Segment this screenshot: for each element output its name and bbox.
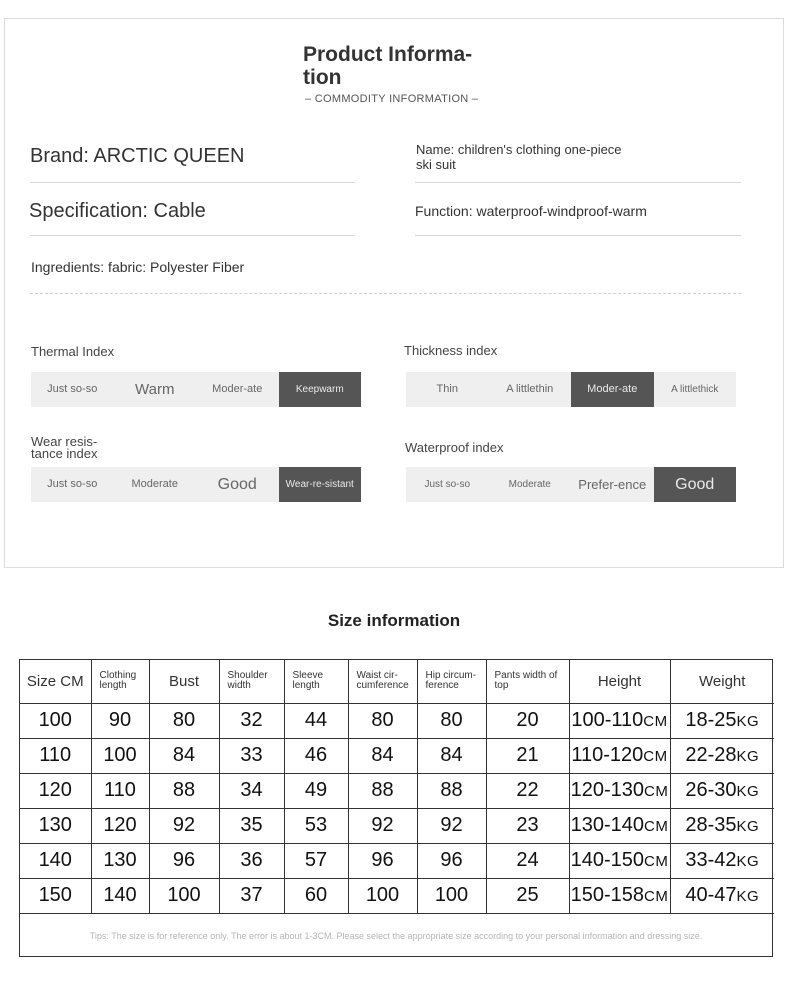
thickness-option-2	[489, 372, 572, 407]
table-cell	[284, 703, 348, 738]
size-table	[19, 659, 773, 957]
table-cell	[569, 878, 670, 913]
cell-value: 35	[240, 814, 263, 836]
header-text: Weight	[699, 672, 746, 690]
title-line-2: tion	[303, 66, 342, 89]
cell-value: 110	[39, 744, 72, 766]
weight-unit: KG	[736, 783, 760, 800]
option-text: Wear-re-	[285, 479, 325, 490]
table-cell	[670, 808, 774, 843]
specification-field: Specification: Cable	[29, 200, 206, 222]
option-text: Just so-	[47, 383, 86, 395]
wear-option-4	[279, 467, 362, 502]
cell-value: 120	[38, 779, 72, 801]
table-cell	[284, 843, 348, 878]
option-text: Keep	[295, 384, 320, 395]
size-table-grid	[20, 660, 774, 914]
size-tips: Tips: The size is for reference only. The error is about 1-3CM. Please select the appropriate size according to your personal information and dressing size.	[89, 931, 703, 941]
table-cell	[219, 703, 284, 738]
height-unit: CM	[644, 853, 669, 870]
cell-value: 140	[38, 849, 72, 871]
table-row	[20, 773, 774, 808]
cell-value: 84	[371, 744, 394, 766]
table-cell	[486, 808, 569, 843]
table-cell	[20, 703, 91, 738]
cell-value: 88	[172, 779, 196, 801]
cell-value: 57	[304, 849, 328, 871]
header-text: Sleeve	[292, 670, 324, 682]
cell-value: 100	[103, 744, 137, 766]
table-cell	[149, 738, 219, 773]
option-text: thin	[535, 383, 554, 395]
cell-value: 140	[103, 884, 137, 906]
table-cell	[219, 808, 284, 843]
table-cell	[219, 843, 284, 878]
header-text: top	[494, 680, 509, 692]
cell-value: 46	[304, 744, 328, 766]
table-cell	[417, 808, 486, 843]
option-text: ate	[247, 383, 263, 395]
cell-value: 53	[304, 814, 328, 836]
table-cell	[91, 808, 149, 843]
table-cell	[20, 878, 91, 913]
cell-value: 120-130	[570, 779, 645, 801]
size-information-title: Size information	[327, 611, 461, 630]
wear-option-3	[196, 467, 279, 502]
table-cell	[219, 738, 284, 773]
table-cell	[284, 878, 348, 913]
cell-value: 100	[365, 884, 400, 906]
size-table-header-cell	[486, 660, 569, 703]
table-cell	[91, 878, 149, 913]
cell-value: 80	[440, 709, 463, 731]
table-cell	[417, 703, 486, 738]
size-table-header-cell	[284, 660, 348, 703]
table-cell	[20, 738, 91, 773]
table-cell	[348, 808, 417, 843]
table-cell	[219, 773, 284, 808]
divider	[415, 182, 741, 183]
name-line-1: Name: children's clothing one-piece	[416, 142, 622, 157]
waterproof-option-3	[571, 467, 654, 502]
table-cell	[91, 703, 149, 738]
header-text: ference	[425, 680, 459, 692]
table-cell	[417, 878, 486, 913]
table-row	[20, 703, 774, 738]
product-information-card	[4, 18, 784, 568]
table-cell	[670, 738, 774, 773]
table-cell	[219, 878, 284, 913]
table-cell	[91, 843, 149, 878]
cell-value: 130	[38, 814, 72, 836]
option-text: A little	[506, 383, 536, 395]
cell-value: 100-110	[571, 709, 644, 731]
option-text: Just so-	[47, 478, 86, 490]
height-unit: CM	[643, 748, 668, 765]
thermal-index-label: Thermal Index	[31, 344, 115, 359]
wear-resistance-index-scale	[31, 467, 361, 502]
table-cell	[486, 738, 569, 773]
thermal-option-3	[196, 372, 279, 407]
cell-value: 40-47	[685, 884, 737, 906]
cell-value: 88	[371, 779, 394, 801]
table-cell	[670, 703, 774, 738]
table-cell	[348, 878, 417, 913]
cell-value: 96	[172, 849, 196, 871]
option-text: Moder-	[587, 383, 623, 395]
wear-label-line-2: tance index	[31, 446, 98, 461]
table-cell	[569, 808, 670, 843]
size-table-header-cell	[149, 660, 219, 703]
waterproof-option-2	[489, 467, 572, 502]
cell-value: 60	[304, 884, 328, 906]
table-cell	[670, 878, 774, 913]
size-table-header-cell	[569, 660, 670, 703]
wear-resistance-index-label	[31, 436, 98, 460]
table-cell	[91, 773, 149, 808]
option-text: so	[459, 479, 471, 490]
table-cell	[569, 773, 670, 808]
table-row	[20, 808, 774, 843]
thickness-index-label: Thickness index	[404, 343, 498, 358]
cell-value: 150	[38, 884, 72, 906]
option-text: ate	[622, 383, 638, 395]
cell-value: 34	[240, 779, 263, 801]
table-cell	[20, 843, 91, 878]
option-text: so	[85, 478, 98, 490]
cell-value: 33	[240, 744, 263, 766]
header-text: cumference	[356, 680, 409, 692]
cell-value: 32	[240, 709, 263, 731]
cell-value: 18-25	[685, 709, 737, 731]
option-text: Good	[217, 476, 257, 493]
weight-unit: KG	[736, 818, 760, 835]
table-cell	[486, 773, 569, 808]
cell-value: 100	[38, 709, 72, 731]
table-cell	[348, 703, 417, 738]
table-cell	[149, 878, 219, 913]
table-cell	[20, 773, 91, 808]
weight-unit: KG	[736, 853, 760, 870]
header-text: length	[292, 680, 320, 692]
table-cell	[91, 738, 149, 773]
cell-value: 22	[516, 779, 539, 801]
cell-value: 26-30	[685, 779, 737, 801]
cell-value: 92	[440, 814, 463, 836]
cell-value: 33-42	[685, 849, 737, 871]
size-table-header-row	[20, 660, 774, 703]
size-table-header-cell	[91, 660, 149, 703]
cell-value: 140-150	[570, 849, 645, 871]
product-info-title	[303, 43, 483, 89]
cell-value: 92	[371, 814, 394, 836]
option-text: Warm	[135, 381, 175, 398]
cell-value: 84	[440, 744, 463, 766]
divider	[415, 235, 741, 236]
divider	[30, 182, 355, 183]
height-unit: CM	[644, 888, 669, 905]
table-cell	[569, 843, 670, 878]
function-field: Function: waterproof-windproof-warm	[415, 203, 647, 219]
option-text: so	[85, 383, 98, 395]
table-cell	[348, 738, 417, 773]
cell-value: 96	[371, 849, 394, 871]
cell-value: 130-140	[570, 814, 645, 836]
thickness-option-4	[654, 372, 737, 407]
table-row	[20, 738, 774, 773]
table-cell	[348, 773, 417, 808]
cell-value: 92	[172, 814, 196, 836]
weight-unit: KG	[736, 888, 760, 905]
name-line-2: ski suit	[416, 157, 456, 172]
size-table-header-cell	[219, 660, 284, 703]
option-text: Moder-	[212, 383, 248, 395]
cell-value: 44	[304, 709, 328, 731]
thickness-option-3	[571, 372, 654, 407]
table-cell	[417, 843, 486, 878]
cell-value: 22-28	[685, 744, 737, 766]
cell-value: 37	[240, 884, 263, 906]
thickness-option-1	[406, 372, 489, 407]
ingredients-field: Ingredients: fabric: Polyester Fiber	[31, 259, 245, 275]
table-row	[20, 878, 774, 913]
option-text: ence	[618, 477, 647, 492]
waterproof-option-1	[406, 467, 489, 502]
table-cell	[348, 843, 417, 878]
cell-value: 150-158	[570, 884, 645, 906]
thermal-option-2	[114, 372, 197, 407]
option-text: sistant	[324, 479, 354, 490]
option-text: Just so-	[424, 479, 460, 490]
cell-value: 80	[172, 709, 196, 731]
header-text: width	[227, 680, 251, 692]
product-info-subtitle: – COMMODITY INFORMATION –	[305, 93, 479, 105]
dashed-divider	[30, 293, 741, 294]
height-unit: CM	[644, 818, 669, 835]
table-cell	[149, 808, 219, 843]
cell-value: 36	[240, 849, 263, 871]
table-cell	[486, 878, 569, 913]
table-cell	[569, 738, 670, 773]
brand-field: Brand: ARCTIC QUEEN	[30, 145, 245, 167]
header-text: Shoulder	[227, 670, 268, 682]
table-cell	[149, 773, 219, 808]
table-cell	[670, 843, 774, 878]
cell-value: 84	[172, 744, 196, 766]
cell-value: 110-120	[571, 744, 644, 766]
size-table-header-cell	[20, 660, 91, 703]
wear-option-2	[114, 467, 197, 502]
cell-value: 20	[516, 709, 539, 731]
waterproof-index-scale	[406, 467, 736, 502]
cell-value: 28-35	[685, 814, 737, 836]
cell-value: 24	[516, 849, 539, 871]
cell-value: 23	[516, 814, 539, 836]
table-cell	[20, 808, 91, 843]
cell-value: 25	[516, 884, 539, 906]
table-row	[20, 843, 774, 878]
waterproof-option-4	[654, 467, 737, 502]
height-unit: CM	[643, 713, 668, 730]
option-text: warm	[319, 384, 344, 395]
divider	[30, 235, 355, 236]
table-cell	[284, 738, 348, 773]
table-cell	[569, 703, 670, 738]
option-text: Prefer-	[578, 477, 619, 492]
table-cell	[149, 843, 219, 878]
size-table-header-cell	[348, 660, 417, 703]
option-text: thick	[697, 384, 719, 395]
table-cell	[284, 808, 348, 843]
thermal-option-4	[279, 372, 362, 407]
cell-value: 100	[434, 884, 469, 906]
table-cell	[486, 703, 569, 738]
header-text: Clothing	[99, 670, 137, 682]
option-text: Moderate	[131, 478, 178, 490]
cell-value: 80	[371, 709, 394, 731]
weight-unit: KG	[736, 748, 760, 765]
thermal-option-1	[31, 372, 114, 407]
cell-value: 96	[440, 849, 463, 871]
table-cell	[670, 773, 774, 808]
header-text: Hip circum-	[425, 670, 477, 682]
header-text: Waist cir-	[356, 670, 398, 682]
title-line-1: Product Informa-	[303, 43, 473, 66]
waterproof-index-label: Waterproof index	[405, 440, 504, 455]
cell-value: 130	[103, 849, 137, 871]
header-text: Bust	[168, 672, 199, 690]
cell-value: 21	[516, 744, 539, 766]
table-cell	[417, 773, 486, 808]
header-text: Height	[597, 672, 642, 690]
name-field	[416, 142, 646, 172]
wear-label-line-1: Wear resis-	[31, 434, 98, 449]
table-cell	[486, 843, 569, 878]
wear-option-1	[31, 467, 114, 502]
header-text: length	[99, 680, 127, 692]
cell-value: 88	[440, 779, 463, 801]
table-cell	[149, 703, 219, 738]
cell-value: 110	[104, 779, 136, 801]
header-text: Size CM	[26, 672, 84, 690]
thickness-index-scale	[406, 372, 736, 407]
size-table-header-cell	[417, 660, 486, 703]
option-text: Moderate	[508, 479, 551, 490]
thermal-index-scale	[31, 372, 361, 407]
option-text: A little	[671, 384, 698, 395]
cell-value: 120	[103, 814, 137, 836]
table-cell	[284, 773, 348, 808]
option-text: Good	[675, 476, 715, 493]
height-unit: CM	[644, 783, 669, 800]
size-table-header-cell	[670, 660, 774, 703]
cell-value: 49	[304, 779, 328, 801]
option-text: Thin	[436, 383, 458, 395]
cell-value: 90	[108, 709, 132, 731]
weight-unit: KG	[736, 713, 760, 730]
header-text: Pants width of	[494, 670, 558, 682]
cell-value: 100	[167, 884, 201, 906]
table-cell	[417, 738, 486, 773]
